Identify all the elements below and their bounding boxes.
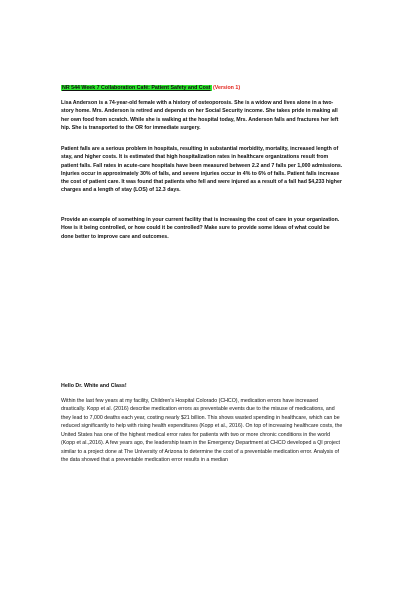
case-paragraph: Lisa Anderson is a 74-year-old female with a history of osteoporosis. She is a widow and lives alone in a two-story home. Mrs. Anderson is retired and depends on her Social Security income. She takes pride in making all her own food from scratch. While she is walking at the hospital today, Mrs. Anderson falls and fractures her left hip. She is transported to the OR for immediate surgery. bbox=[61, 100, 339, 131]
title-highlighted-text: NR 544 Week 7 Collaboration Café: Patient Safety and Cost bbox=[62, 85, 211, 91]
document-title bbox=[61, 85, 343, 92]
falls-paragraph: Patient falls are a serious problem in hospitals, resulting in substantial morbidity, mortality, increased length of stay, and higher costs. It is estimated that high hospitalization rates in healthcare organizations result from patient falls. Fall rates in acute-care hospitals have been measured between 2.2 and 7 falls per 1,000 admissions. Injuries occur in approximately 30% of falls, and severe injuries occur in 4% to 6% of falls. Patient falls increase the cost of patient care. It was found that patients who fell and were injured as a result of a fall had $4,233 higher charges and a length of stay (LOS) of 12.3 days. bbox=[61, 146, 343, 194]
prompt-paragraph: Provide an example of something in your current facility that is increasing the cost of care in your organization. How is it being controlled, or how could it be controlled? Make sure to provide some ideas of what could be done better to improve care and outcomes. bbox=[61, 217, 340, 240]
greeting: Hello Dr. White and Class! bbox=[61, 383, 127, 389]
response-paragraph: Within the last few years at my facility, Children's Hospital Colorado (CHCO), medication errors have increased drastically. Kopp et al. (2016) describe medication errors as preventable events due to the misuse of medications, and they lead to 7,000 deaths each year, costing nearly $21 billion. This shows wasted spending in healthcare, which can be reduced significantly to help with rising health expenditures (Kopp et al., 2016). On top of increasing healthcare costs, the United States has one of the highest medical error rates for patients with two or more chronic conditions in the world (Kopp et al.,2016). A few years ago, the leadership team in the Emergency Department at CHCO developed a QI project similar to a project done at The University of Arizona to determine the cost of a preventable medication error. Analysis of the data showed that a preventable medication error results in a median bbox=[61, 398, 343, 464]
version-tag: (Version 1) bbox=[211, 85, 241, 91]
